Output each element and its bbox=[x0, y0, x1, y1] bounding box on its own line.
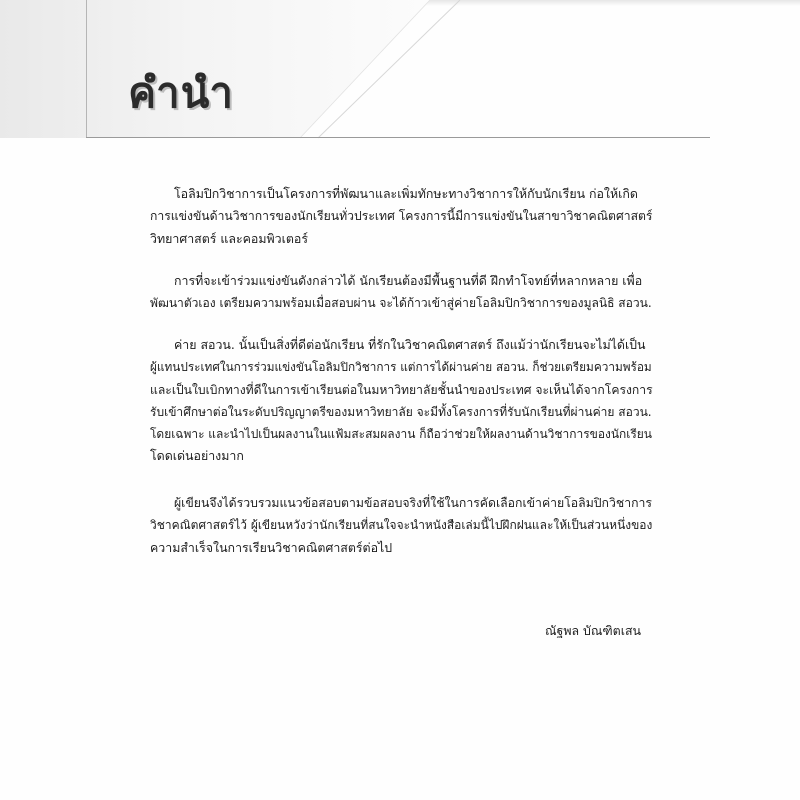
paragraph-line: และเป็นใบเบิกทางที่ดีในการเข้าเรียนต่อในมหาวิทยาลัยชั้นนำของประเทศ จะเห็นได้จากโครงการ bbox=[150, 382, 653, 397]
paragraph-line: การแข่งขันด้านวิชาการของนักเรียนทั่วประเทศ โครงการนี้มีการแข่งขันในสาขาวิชาคณิตศาสตร์ bbox=[150, 209, 653, 224]
paragraph-line: การที่จะเข้าร่วมแข่งขันดังกล่าวได้ นักเรียนต้องมีพื้นฐานที่ดี ฝึกทำโจทย์ที่หลากหลาย เพื่อ bbox=[174, 273, 643, 288]
preface-body bbox=[150, 183, 652, 603]
paragraph-line: ค่าย สอวน. นั้นเป็นสิ่งที่ดีต่อนักเรียน ที่รักในวิชาคณิตศาสตร์ ถึงแม้ว่านักเรียนจะไม่ได้เป็น bbox=[174, 337, 646, 352]
paragraph-line: ผู้เขียนจึงได้รวบรวมแนวข้อสอบตามข้อสอบจริงที่ใช้ในการคัดเลือกเข้าค่ายโอลิมปิกวิชาการ bbox=[174, 496, 652, 510]
paragraph-line: ความสำเร็จในการเรียนวิชาคณิตศาสตร์ต่อไป bbox=[150, 539, 393, 555]
header-decoration bbox=[0, 0, 800, 140]
header-band bbox=[0, 0, 800, 140]
preface-paragraph bbox=[150, 334, 652, 468]
author-signature: ณัฐพล บัณฑิตเสน bbox=[545, 623, 641, 638]
preface-paragraph bbox=[150, 270, 652, 315]
paragraph-line: โดยเฉพาะ และนำไปเป็นผลงานในแฟ้มสะสมผลงาน ก็ถือว่าช่วยให้ผลงานด้านวิชาการของนักเรียน bbox=[150, 427, 652, 442]
paragraph-line: โดดเด่นอย่างมาก bbox=[150, 448, 244, 464]
paragraph-line: โอลิมปิกวิชาการเป็นโครงการที่พัฒนาและเพิ่มทักษะทางวิชาการให้กับนักเรียน ก่อให้เกิด bbox=[174, 186, 638, 201]
header-rule bbox=[86, 137, 710, 138]
paragraph-line: พัฒนาตัวเอง เตรียมความพร้อมเมื่อสอบผ่าน จะได้ก้าวเข้าสู่ค่ายโอลิมปิกวิชาการของมูลนิธิ สอวน. bbox=[150, 296, 652, 311]
preface-paragraph bbox=[150, 492, 652, 559]
paragraph-line: ผู้แทนประเทศในการร่วมแข่งขันโอลิมปิกวิชาการ แต่การได้ผ่านค่าย สอวน. ก็ช่วยเตรียมความพร้อม bbox=[150, 360, 652, 375]
header-vertical-rule bbox=[86, 0, 87, 138]
paragraph-line: วิชาคณิตศาสตร์ไว้ ผู้เขียนหวังว่านักเรียนที่สนใจจะนำหนังสือเล่มนี้ไปฝึกฝนและให้เป็นส่วนหนึ่งของ bbox=[150, 518, 653, 533]
preface-paragraph bbox=[150, 183, 652, 250]
page-title: คำนำ bbox=[128, 68, 234, 117]
paragraph-line: วิทยาศาสตร์ และคอมพิวเตอร์ bbox=[150, 230, 309, 246]
paragraph-line: รับเข้าศึกษาต่อในระดับปริญญาตรีของมหาวิทยาลัย จะมีทั้งโครงการที่รับนักเรียนที่ผ่านค่าย สอวน. bbox=[150, 404, 652, 419]
